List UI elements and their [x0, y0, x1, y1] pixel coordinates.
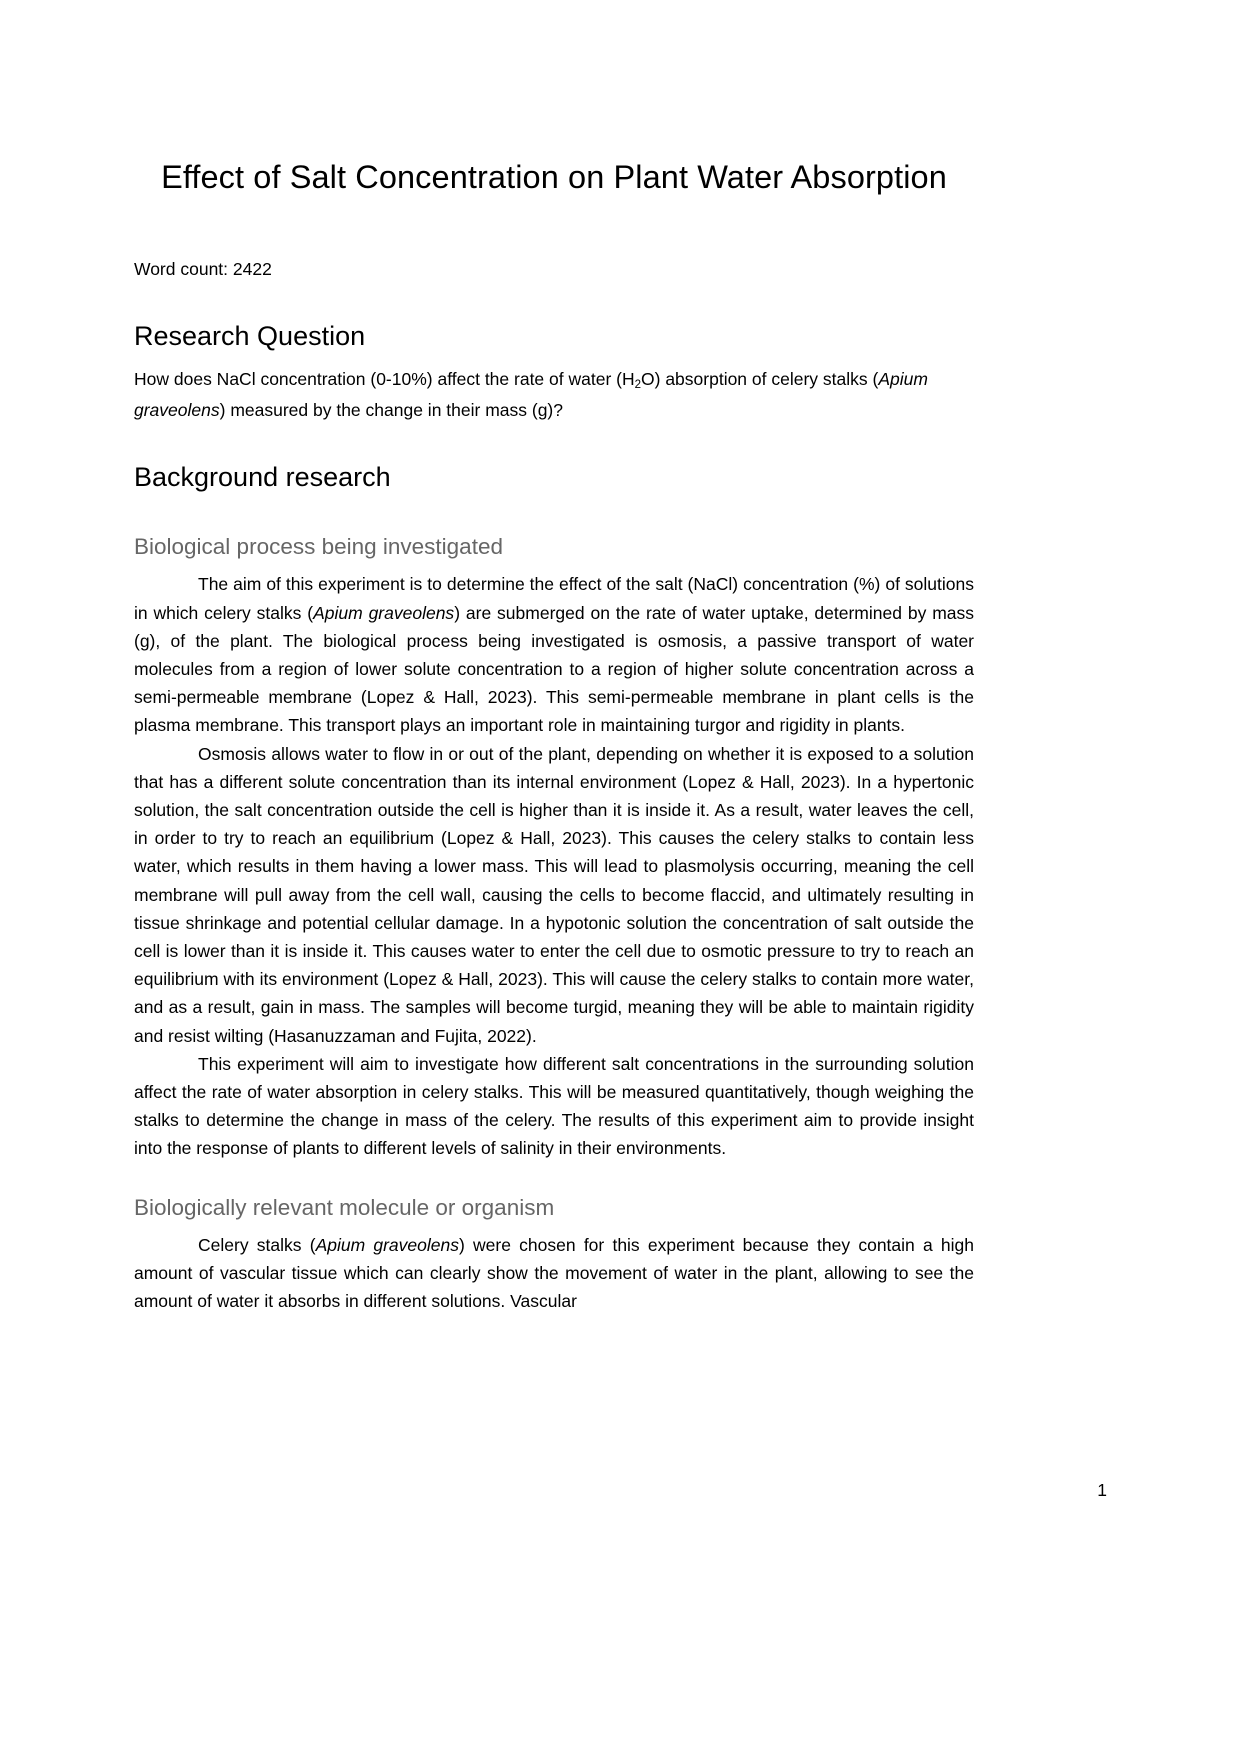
heading-biological-process: Biological process being investigated [134, 534, 503, 560]
paragraph-celery-part-1: Celery stalks ( [198, 1234, 316, 1255]
document-title: Effect of Salt Concentration on Plant Water Absorption [161, 159, 947, 195]
document-content [134, 0, 974, 1315]
paragraph-aim-part-1: The aim of this experiment is to determine the effect of the salt (NaCl) concentration (%) of solutions in which celery stalks ( [134, 574, 974, 623]
page-number: 1 [1097, 1480, 1107, 1500]
paragraph-experiment-aim: This experiment will aim to investigate how different salt concentrations in the surrounding solution affect the rate of water absorption in celery stalks. This will be measured quantitatively, though weighing the stalks to determine the change in mass of the celery. The results of this experiment aim to provide insight into the response of plants to different levels of salinity in their environments. [134, 1053, 974, 1159]
rq-text-part-2: O) absorption of celery stalks ( [641, 369, 879, 389]
rq-subscript-2: 2 [634, 379, 642, 391]
paragraph-celery [134, 1231, 974, 1316]
paragraph-osmosis: Osmosis allows water to flow in or out of the plant, depending on whether it is exposed to a solution that has a different solute concentration than its internal environment (Lopez & Hall, 2023). In a hypertonic solution, the salt concentration outside the cell is higher than it is inside it. As a result, water leaves the cell, in order to try to reach an equilibrium (Lopez & Hall, 2023). This causes the celery stalks to contain less water, which results in them having a lower mass. This will lead to plasmolysis occurring, meaning the cell membrane will pull away from the cell wall, causing the cells to become flaccid, and ultimately resulting in tissue shrinkage and potential cellular damage. In a hypotonic solution the concentration of salt outside the cell is lower than it is inside it. This causes water to enter the cell due to osmotic pressure to try to reach an equilibrium with its environment (Lopez & Hall, 2023). This will cause the celery stalks to contain more water, and as a result, gain in mass. The samples will become turgid, meaning they will be able to maintain rigidity and resist wilting (Hasanuzzaman and Fujita, 2022). [134, 743, 974, 1046]
paragraph-celery-part-2: ) were chosen for this experiment because they contain a high amount of vascular tissue which can clearly show the movement of water in the plant, allowing to see the amount of water it absorbs in different solutions. Vascular [134, 1234, 975, 1312]
heading-background-research: Background research [134, 462, 391, 493]
research-question-text [134, 361, 974, 424]
paragraph-aim-species: Apium graveolens [313, 602, 455, 623]
rq-species-name: Apium graveolens [134, 369, 928, 421]
heading-biologically-relevant-molecule: Biologically relevant molecule or organism [134, 1194, 555, 1220]
rq-text-part-3: ) measured by the change in their mass (g)? [219, 400, 563, 421]
word-count-label: Word count: 2422 [134, 259, 272, 279]
heading-research-question: Research Question [134, 321, 366, 351]
paragraph-aim-part-2: ) are submerged on the rate of water uptake, determined by mass (g), of the plant. The biological process being investigated is osmosis, a passive transport of water molecules from a region of lower solute concentration to a region of higher solute concentration across a semi-permeable membrane (Lopez & Hall, 2023). This semi-permeable membrane in plant cells is the plasma membrane. This transport plays an important role in maintaining turgor and rigidity in plants. [134, 602, 975, 736]
paragraph-aim [134, 570, 974, 739]
paragraph-celery-species: Apium graveolens [315, 1234, 459, 1255]
rq-text-part-1: How does NaCl concentration (0-10%) affect the rate of water (H [134, 369, 635, 389]
